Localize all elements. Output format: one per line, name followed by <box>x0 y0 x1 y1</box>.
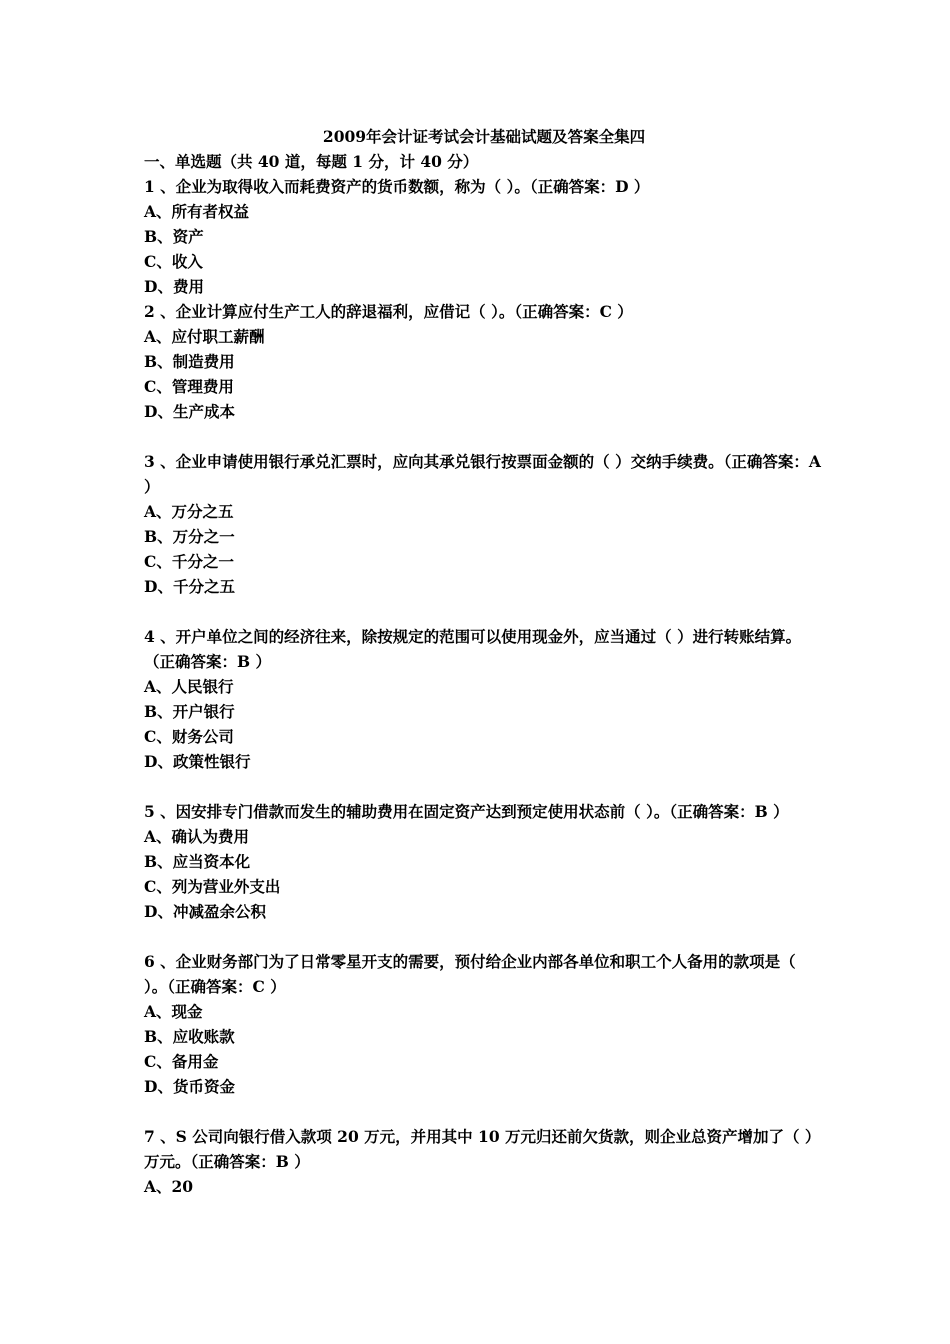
question-4-option-b: B、开户银行 <box>144 702 235 721</box>
question-5-option-a: A、确认为费用 <box>144 827 250 846</box>
question-4: 4 、开户单位之间的经济往来，除按规定的范围可以使用现金外，应当通过（ ）进行转账结算。（正确答案：B ） <box>144 627 802 671</box>
question-2-option-b: B、制造费用 <box>144 352 235 371</box>
question-2: 2 、企业计算应付生产工人的辞退福利，应借记（ ）。（正确答案：C ） <box>144 302 633 321</box>
question-7-option-a: A、20 <box>144 1177 194 1196</box>
question-2-option-d: D、生产成本 <box>144 402 235 421</box>
question-4-option-d: D、政策性银行 <box>144 752 251 771</box>
spacer <box>144 599 824 624</box>
spacer <box>144 1099 824 1124</box>
document-title: 2009年会计证考试会计基础试题及答案全集四 <box>322 127 646 146</box>
question-1-option-b: B、资产 <box>144 227 204 246</box>
question-1: 1 、企业为取得收入而耗费资产的货币数额，称为（ ）。（正确答案：D ） <box>144 177 650 196</box>
question-2-option-a: A、应付职工薪酬 <box>144 327 265 346</box>
document-content <box>144 124 824 1199</box>
question-4-option-c: C、财务公司 <box>144 727 234 746</box>
question-3-option-c: C、千分之一 <box>144 552 234 571</box>
question-5-option-d: D、冲减盈余公积 <box>144 902 266 921</box>
question-5-option-c: C、列为营业外支出 <box>144 877 281 896</box>
question-6-option-a: A、现金 <box>144 1002 203 1021</box>
question-2-option-c: C、管理费用 <box>144 377 234 396</box>
question-6-option-b: B、应收账款 <box>144 1027 235 1046</box>
section-heading: 一、单选题（共 40 道，每题 1 分，计 40 分） <box>144 152 479 171</box>
question-3-option-a: A、万分之五 <box>144 502 234 521</box>
spacer <box>144 924 824 949</box>
question-3-option-d: D、千分之五 <box>144 577 235 596</box>
question-1-option-c: C、收入 <box>144 252 203 271</box>
question-1-option-a: A、所有者权益 <box>144 202 250 221</box>
question-6: 6 、企业财务部门为了日常零星开支的需要，预付给企业内部各单位和职工个人备用的款项是（ ）。（正确答案：C ） <box>144 952 796 996</box>
question-3-option-b: B、万分之一 <box>144 527 235 546</box>
spacer <box>144 774 824 799</box>
question-6-option-d: D、货币资金 <box>144 1077 235 1096</box>
question-7: 7 、S 公司向银行借入款项 20 万元，并用其中 10 万元归还前欠货款，则企业总资产增加了（ ）万元。（正确答案：B ） <box>144 1127 821 1171</box>
question-3: 3 、企业申请使用银行承兑汇票时，应向其承兑银行按票面金额的（ ）交纳手续费。（正确答案：A ） <box>144 452 821 496</box>
question-5-option-b: B、应当资本化 <box>144 852 251 871</box>
question-4-option-a: A、人民银行 <box>144 677 234 696</box>
question-1-option-d: D、费用 <box>144 277 204 296</box>
question-5: 5 、因安排专门借款而发生的辅助费用在固定资产达到预定使用状态前（ ）。（正确答案：B ） <box>144 802 789 821</box>
question-6-option-c: C、备用金 <box>144 1052 219 1071</box>
spacer <box>144 424 824 449</box>
